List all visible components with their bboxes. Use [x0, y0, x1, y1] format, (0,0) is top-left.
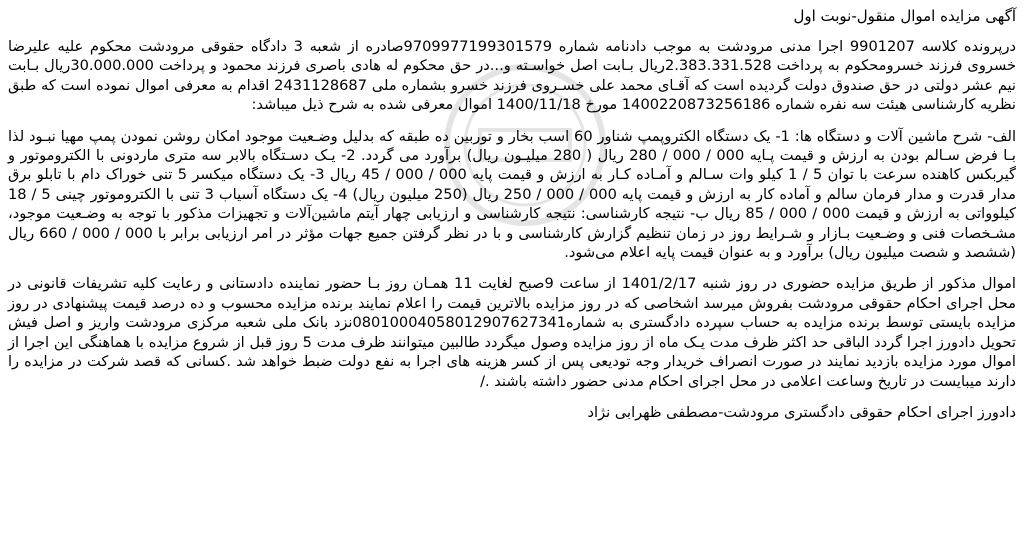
notice-title: آگهی مزایده اموال منقول-نوبت اول [793, 7, 1016, 25]
case-paragraph: درپرونده کلاسه 9901207 اجرا مدنی مرودشت به موجب دادنامه شماره 9709977199301579صادره از شعبه 3 دادگاه حقوقی مرودشت محکوم علیه علیرضا خسروی فرزند خسرومحکوم به پرداخت 2.383.331.528ریال بـابت اصل خواسـته و...در حق محکوم له هادی باصری فرزند محمود و پرداخت 30.000.000ریال بـابت نیم عشر دولتی در حق صندوق دولت گردیده است که آقـای محمد علی خسـروی فرزند خسرو بشماره ملی 2431128687 اقدام به معرفی اموال نموده است که طبق نظریه کارشناسی هیئت سه نفره شماره 140022087325618​6 مورخ 1400/11/18 اموال معرفی شده به شرح ذیل میباشد: [8, 38, 1016, 114]
machinery-paragraph: الف- شرح ماشین آلات و دستگاه ها: 1- یک دستگاه الکتروپمپ شناور 60 اسب بخار و توربین ده طبقه که بدلیل وضـعیت موجود امکان روشن نمودن پمپ مهیا نبـود لذا بـا فرض سـالم بودن به ارزش و قیمت پـایه 000 / 000 / 280 ریال ( 280 میلیـون ریال) برآورد می گردد. 2- یـک دسـتگاه بالابر سه متری ماردونی با الکتروموتور و گیربکس کاهنده سرعت با توان 5 / 1 کیلو وات سـالم و آمـاده کـار به ارزش و قیمت پایه 000 / 000 / 45 ریال 3- یک دستگاه میکسر 5 تنی خوراک دام با تابلو برق مدار قدرت و مدار فرمان سالم و آماده کار به ارزش و قیمت پایه 000 / 000 / 250 ریال (250 میلیون ریال) 4- یک دستگاه آسیاب 3 تنی با الکتروموتور چینی 5 / 18 کیلوواتی به ارزش و قیمت 000 / 000 / 85 ریال ب- نتیجه کارشناسی: نتیجه کارشناسی و ارزیابی چهار آیتم ماشین‌آلات و تجهیزات مذکور با توجه به وضـعیت موجود، مشـخصات فنی و وضـعیت بـازار و شـرایط روز در زمان تنظیم گزارش کارشناسی و با در نظر گرفتن جمیع جهات مؤثر در امر ارزیابی برابر با 000 / 000 / 660 ریال (ششصد و شصت میلیون ریال) برآورد و به عنوان قیمت پایه اعلام می‌شود. [8, 127, 1017, 262]
notice-body [8, 6, 1016, 434]
auction-terms-paragraph: اموال مذکور از طریق مزایده حضوری در روز شنبه 1401/2/17 از ساعت 9صبح لغایت 11 همـان روز بـا حضور نماینده دادستانی و رعایت کلیه تشریفات قانونی در محل اجرای احکام حقوقی مرودشت بفروش میرسد اشخاصی که در روز مزایده بالاترین قیمت را اعلام نمایند برنده مزایده محسوب و ده درصد قیمت پیشنهادی در روز مزایده بایستی توسط برنده مزایده به حساب سپرده دادگستری به شماره0801000405801290762734​1نزد بانک ملی شعبه مرکزی مرودشت واریز و اصل فیش تحویل دادورز اجرا گردد الباقی حد اکثر ظرف مدت یـک ماه از روز مزایده وصول میگردد طالبین میتوانند ظرف مدت 5 روز قبل از شروع مزایده با هماهنگی این اجرا از اموال مورد مزایده بازدید نمایند در صورت انصراف خریدار وجه تودیعی پس از کسر هزینه های اجرا به نفع دولت ضبط خواهد شد .کسانی که قصد شرکت در مزایده را دارند میبایست در تاریخ وساعت اعلامی در محل اجرای احکام مدنی حضور داشته باشند ./ [8, 275, 1016, 390]
signature: دادورز اجرای احکام حقوقی دادگستری مرودشت-مصطفی ظهرابی نژاد [587, 403, 1016, 421]
